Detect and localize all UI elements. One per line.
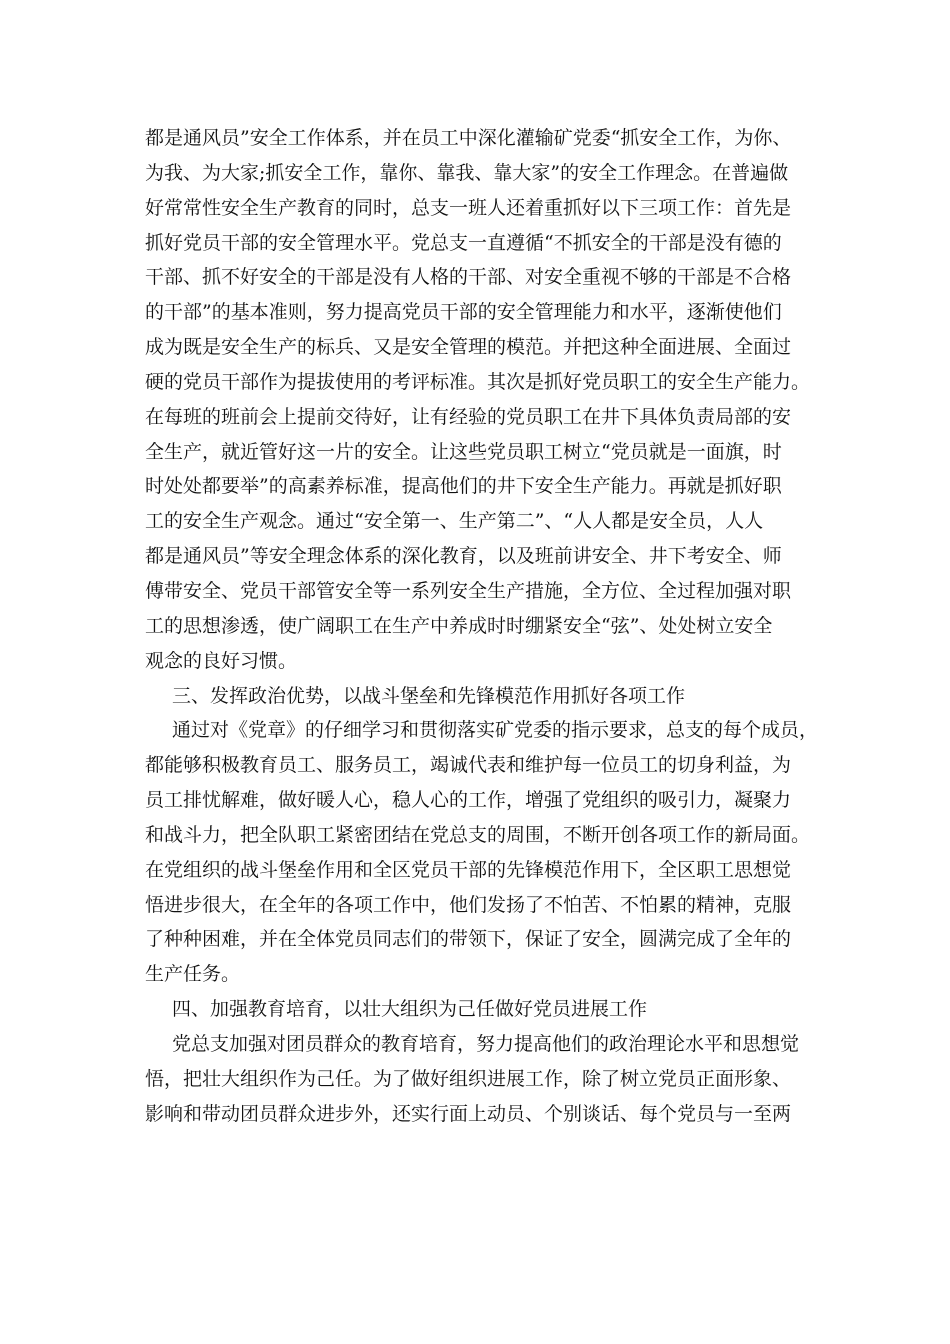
text-line: 全生产，就近管好这一片的安全。让这些党员职工树立“党员就是一面旗，时 (145, 440, 782, 463)
text-line: 员工排忧解难，做好暖人心，稳人心的工作，增强了党组织的吸引力，凝聚力 (145, 789, 792, 812)
text-line: 好常常性安全生产教育的同时，总支一班人还着重抓好以下三项工作：首先是 (145, 196, 792, 219)
text-line: 的干部”的基本准则，努力提高党员干部的安全管理能力和水平，逐渐使他们 (145, 301, 782, 324)
text-line: 工的安全生产观念。通过“安全第一、生产第二”、“人人都是安全员，人人 (145, 510, 764, 533)
text-line: 成为既是安全生产的标兵、又是安全管理的模范。并把这种全面进展、全面过 (145, 336, 792, 359)
text-line: 时处处都要举”的高素养标准，提高他们的井下安全生产能力。再就是抓好职 (145, 475, 782, 498)
text-line: 硬的党员干部作为提拔使用的考评标准。其次是抓好党员职工的安全生产能力。 (145, 370, 811, 393)
text-line: 悟进步很大，在全年的各项工作中，他们发扬了不怕苦、不怕累的精神，克服 (145, 893, 792, 916)
text-line: 了种种困难，并在全体党员同志们的带领下，保证了安全，圆满完成了全年的 (145, 928, 792, 951)
section-heading-4: 四、加强教育培育，以壮大组织为己任做好党员进展工作 (172, 998, 648, 1021)
body-text (145, 121, 825, 1131)
text-line: 和战斗力，把全队职工紧密团结在党总支的周围，不断开创各项工作的新局面。 (145, 823, 811, 846)
text-line: 党总支加强对团员群众的教育培育，努力提高他们的政治理论水平和思想觉 (172, 1032, 800, 1055)
text-line: 在党组织的战斗堡垒作用和全区党员干部的先锋模范作用下，全区职工思想觉 (145, 858, 792, 881)
text-line: 都是通风员”安全工作体系，并在员工中深化灌输矿党委“抓安全工作，为你、 (145, 127, 792, 149)
text-line: 悟，把壮大组织作为己任。为了做好组织进展工作，除了树立党员正面形象、 (145, 1067, 792, 1090)
text-line: 都是通风员”等安全理念体系的深化教育，以及班前讲安全、井下考安全、师 (145, 545, 782, 568)
text-line: 生产任务。 (145, 963, 241, 986)
text-line: 在每班的班前会上提前交待好，让有经验的党员职工在井下具体负责局部的安 (145, 405, 792, 428)
text-line: 工的思想渗透，使广阔职工在生产中养成时时绷紧安全“弦”、处处树立安全 (145, 614, 773, 637)
text-line: 为我、为大家;抓安全工作，靠你、靠我、靠大家”的安全工作理念。在普遍做 (145, 161, 789, 184)
text-line: 傅带安全、党员干部管安全等一系列安全生产措施，全方位、全过程加强对职 (145, 579, 792, 602)
text-line: 观念的良好习惯。 (145, 649, 298, 672)
text-line: 抓好党员干部的安全管理水平。党总支一直遵循“不抓安全的干部是没有德的 (145, 231, 782, 254)
text-line: 影响和带动团员群众进步外，还实行面上动员、个别谈话、每个党员与一至两 (145, 1102, 792, 1125)
section-heading-3: 三、发挥政治优势，以战斗堡垒和先锋模范作用抓好各项工作 (172, 684, 686, 707)
text-line: 干部、抓不好安全的干部是没有人格的干部、对安全重视不够的干部是不合格 (145, 266, 792, 289)
text-line: 都能够积极教育员工、服务员工，竭诚代表和维护每一位员工的切身利益，为 (145, 754, 792, 777)
text-line: 通过对《党章》的仔细学习和贯彻落实矿党委的指示要求，总支的每个成员， (172, 719, 819, 742)
